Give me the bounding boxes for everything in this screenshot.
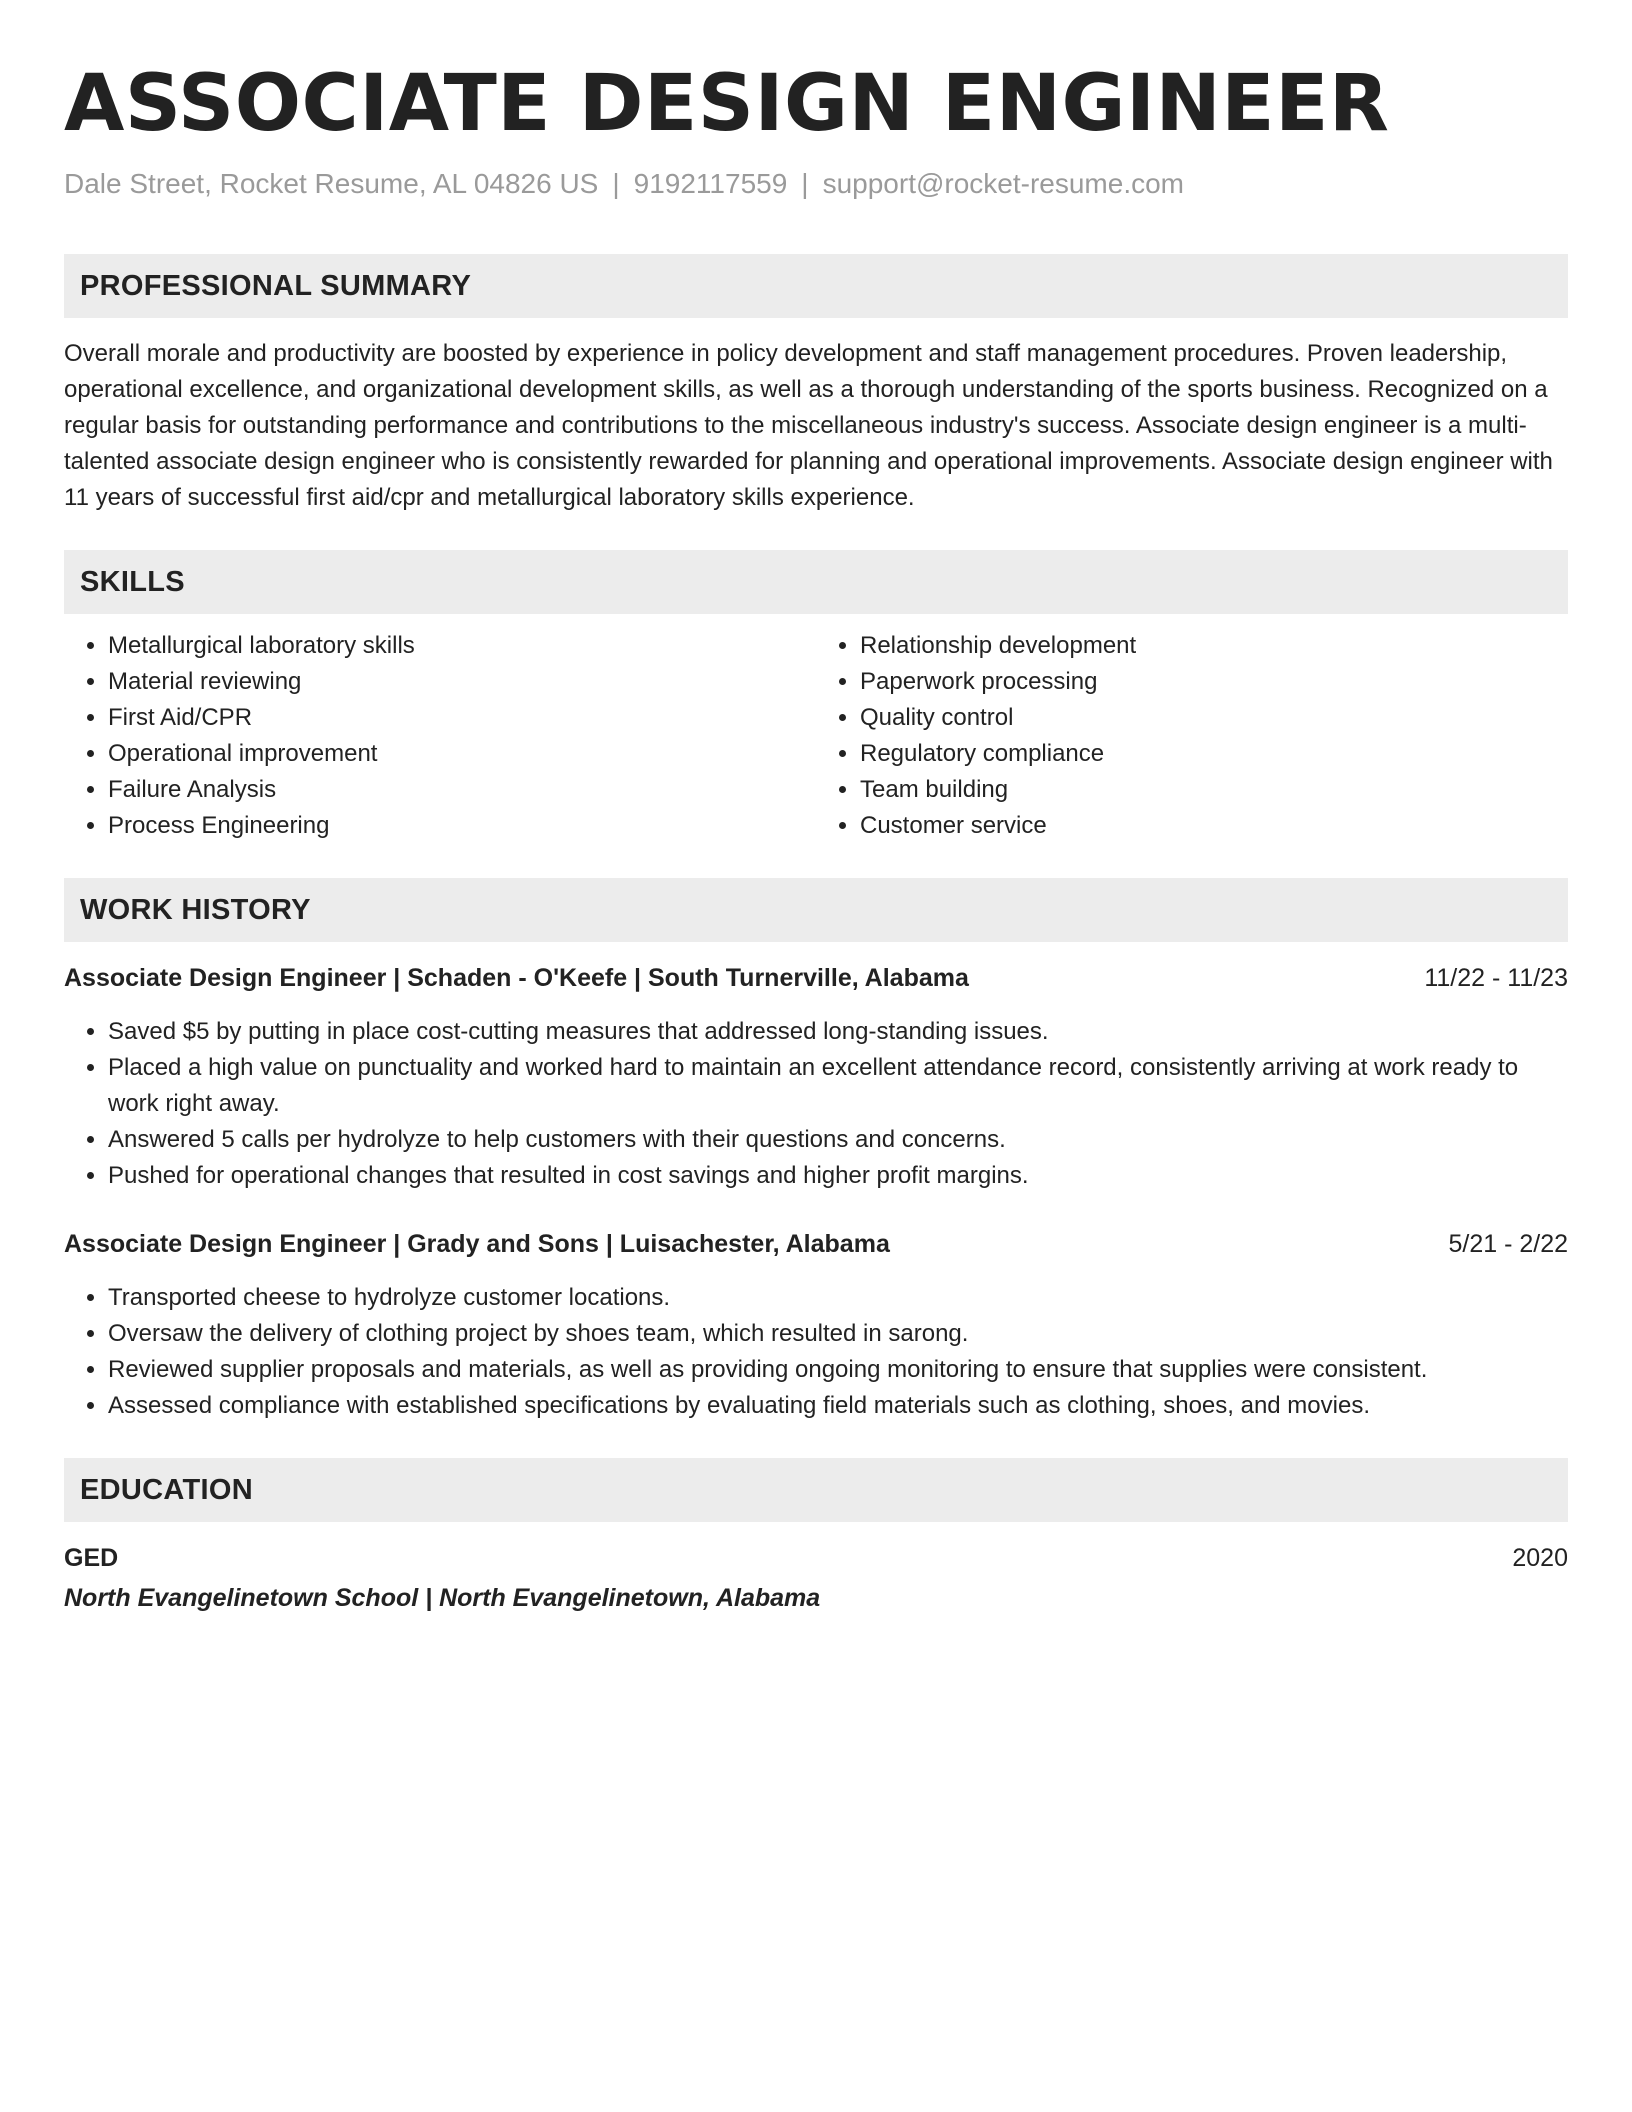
education-header xyxy=(64,1540,1568,1576)
job-bullet: • Reviewed supplier proposals and materials, as well as providing ongoing monitoring to ensure that supplies were consistent. xyxy=(108,1352,1568,1388)
job-bullet: • Transported cheese to hydrolyze customer locations. xyxy=(108,1280,1568,1316)
job-bullet: • Saved $5 by putting in place cost-cutting measures that addressed long-standing issues. xyxy=(108,1014,1568,1050)
skill-item: • Paperwork processing xyxy=(860,664,1568,700)
job-header xyxy=(64,1226,1568,1262)
contact-email: support@rocket-resume.com xyxy=(822,168,1185,199)
skill-item: • Customer service xyxy=(860,808,1568,844)
skills-list xyxy=(64,628,1568,844)
skills-column-right xyxy=(816,628,1568,844)
contact-phone: 9192117559 xyxy=(633,168,788,199)
skill-item: • Regulatory compliance xyxy=(860,736,1568,772)
contact-separator: | xyxy=(612,168,620,199)
section-heading-work-history: WORK HISTORY xyxy=(64,878,1568,942)
skill-item: • Team building xyxy=(860,772,1568,808)
job-bullets xyxy=(64,1280,1568,1424)
job-bullets xyxy=(64,1014,1568,1194)
job-entry xyxy=(64,960,1568,1194)
contact-address: Dale Street, Rocket Resume, AL 04826 US xyxy=(64,168,599,199)
job-dates: 11/22 - 11/23 xyxy=(1424,964,1568,992)
skill-item: • Material reviewing xyxy=(108,664,816,700)
skill-item: • Process Engineering xyxy=(108,808,816,844)
skill-item: • Metallurgical laboratory skills xyxy=(108,628,816,664)
skill-item: • First Aid/CPR xyxy=(108,700,816,736)
skill-item: • Operational improvement xyxy=(108,736,816,772)
skills-column-left xyxy=(64,628,816,844)
resume-name: ASSOCIATE DESIGN ENGINEER xyxy=(64,59,1390,149)
contact-line xyxy=(64,166,1568,202)
job-title: Associate Design Engineer | Grady and Sons | Luisachester, Alabama xyxy=(64,1230,890,1258)
job-bullet: • Pushed for operational changes that resulted in cost savings and higher profit margins. xyxy=(108,1158,1568,1194)
contact-separator: | xyxy=(801,168,809,199)
section-heading-education: EDUCATION xyxy=(64,1458,1568,1522)
job-bullet: • Oversaw the delivery of clothing project by shoes team, which resulted in sarong. xyxy=(108,1316,1568,1352)
education-degree: GED xyxy=(64,1544,119,1572)
section-heading-skills: SKILLS xyxy=(64,550,1568,614)
education-year: 2020 xyxy=(1512,1544,1568,1572)
job-entry xyxy=(64,1226,1568,1424)
skill-item: • Quality control xyxy=(860,700,1568,736)
job-header xyxy=(64,960,1568,996)
job-dates: 5/21 - 2/22 xyxy=(1448,1230,1568,1258)
section-heading-summary: PROFESSIONAL SUMMARY xyxy=(64,254,1568,318)
skill-item: • Failure Analysis xyxy=(108,772,816,808)
education-school: North Evangelinetown School | North Evangelinetown, Alabama xyxy=(64,1584,821,1612)
job-bullet: • Assessed compliance with established specifications by evaluating field materials such as clothing, shoes, and movies. xyxy=(108,1388,1568,1424)
job-bullet: • Answered 5 calls per hydrolyze to help customers with their questions and concerns. xyxy=(108,1122,1568,1158)
job-bullet: • Placed a high value on punctuality and worked hard to maintain an excellent attendance record, consistently arriving at work ready to work right away. xyxy=(108,1050,1568,1122)
summary-text: Overall morale and productivity are boosted by experience in policy development and staff management procedures. Proven leadership, operational excellence, and organizational development skills, as well as a thorough understanding of the sports business. Recognized on a regular basis for outstanding performance and contributions to the miscellaneous industry's success. Associate design engineer is a multi-talented associate design engineer who is consistently rewarded for planning and operational improvements. Associate design engineer with 11 years of successful first aid/cpr and metallurgical laboratory skills experience. xyxy=(64,340,1553,511)
job-title: Associate Design Engineer | Schaden - O'Keefe | South Turnerville, Alabama xyxy=(64,964,969,992)
skill-item: • Relationship development xyxy=(860,628,1568,664)
